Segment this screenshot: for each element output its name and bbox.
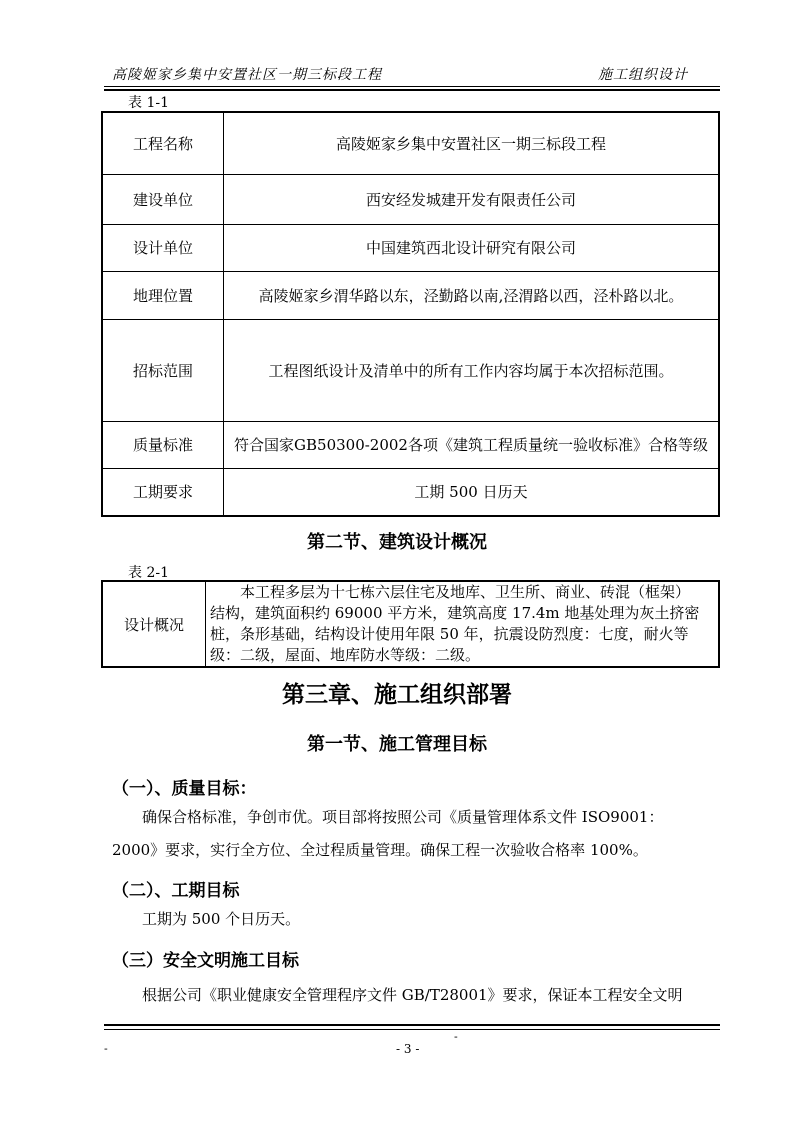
row-key: 设计概况 — [102, 581, 206, 667]
header-rule-thick — [104, 89, 720, 91]
page-number: - 3 - — [396, 1042, 420, 1056]
overview-line: 本工程多层为十七栋六层住宅及地库、卫生所、商业、砖混（框架） — [210, 583, 691, 601]
overview-line: 结构，建筑面积约 69000 平方米，建筑高度 17.4m 地基处理为灰土挤密 — [210, 604, 700, 622]
header-rule-thin — [104, 86, 720, 87]
footer-rule-thick — [104, 1024, 720, 1026]
row-key: 设计单位 — [102, 224, 224, 271]
row-value: 中国建筑西北设计研究有限公司 — [224, 224, 720, 271]
overview-line: 级：二级，屋面、地库防水等级：二级。 — [210, 646, 481, 664]
safety-line-1: 根据公司《职业健康安全管理程序文件 GB/T28001》要求，保证本工程安全文明 — [142, 986, 683, 1004]
row-key: 地理位置 — [102, 271, 224, 319]
overview-line: 桩，条形基础，结构设计使用年限 50 年，抗震设防烈度：七度，耐火等 — [210, 625, 689, 643]
row-key: 招标范围 — [102, 319, 224, 421]
row-key: 建设单位 — [102, 174, 224, 224]
quality-heading: （一）、质量目标： — [112, 779, 257, 799]
section2-title: 第二节、建筑设计概况 — [307, 532, 487, 553]
footer-mark-center: - — [454, 1030, 458, 1043]
row-value: 工期 500 日历天 — [224, 468, 720, 516]
table2-label: 表 2-1 — [128, 565, 169, 581]
row-value: 高陵姬家乡渭华路以东，泾勤路以南,泾渭路以西，泾朴路以北。 — [224, 271, 720, 319]
row-value: 西安经发城建开发有限责任公司 — [224, 174, 720, 224]
row-key: 工程名称 — [102, 112, 224, 174]
table-row — [102, 112, 719, 174]
schedule-line-1: 工期为 500 个日历天。 — [142, 910, 301, 928]
chapter3-title: 第三章、施工组织部署 — [282, 681, 512, 708]
table-row — [102, 421, 719, 468]
header-project-name: 高陵姬家乡集中安置社区一期三标段工程 — [112, 67, 382, 83]
row-value: 符合国家GB50300-2002各项《建筑工程质量统一验收标准》合格等级 — [224, 421, 720, 468]
table-row — [102, 581, 719, 667]
quality-line-2: 2000》要求，实行全方位、全过程质量管理。确保工程一次验收合格率 100%。 — [112, 841, 648, 859]
safety-heading: （三）安全文明施工目标 — [112, 951, 299, 971]
table-row — [102, 271, 719, 319]
table-row — [102, 174, 719, 224]
footer-rule-thin — [104, 1029, 720, 1030]
row-value: 高陵姬家乡集中安置社区一期三标段工程 — [224, 112, 720, 174]
schedule-heading: （二）、工期目标 — [112, 881, 240, 901]
row-key: 工期要求 — [102, 468, 224, 516]
design-overview-table — [101, 580, 720, 668]
table-row — [102, 468, 719, 516]
table1-label: 表 1-1 — [128, 95, 169, 111]
row-value: 工程图纸设计及清单中的所有工作内容均属于本次招标范围。 — [224, 319, 720, 421]
row-value — [206, 581, 720, 667]
quality-line-1: 确保合格标准，争创市优。项目部将按照公司《质量管理体系文件 ISO9001： — [142, 808, 664, 826]
section1-title: 第一节、施工管理目标 — [307, 734, 487, 755]
row-key: 质量标准 — [102, 421, 224, 468]
table-row — [102, 319, 719, 421]
table-row — [102, 224, 719, 271]
project-info-table — [101, 111, 720, 517]
footer-mark-left: - — [104, 1042, 108, 1055]
header-doc-title: 施工组织设计 — [598, 67, 688, 83]
